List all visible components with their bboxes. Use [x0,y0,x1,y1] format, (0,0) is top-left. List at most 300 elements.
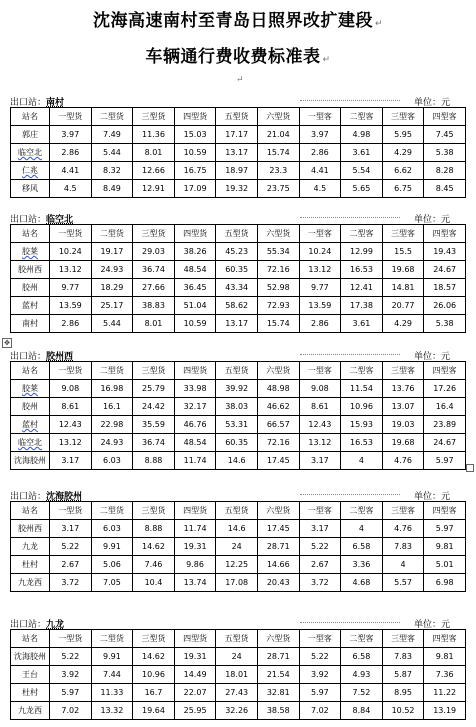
fee-cell: 3.72 [50,574,92,592]
column-header: 四型货 [174,225,216,243]
fee-cell: 14.66 [257,556,299,574]
fee-cell: 53.31 [216,416,258,434]
station-name-cell: 移风 [11,180,50,198]
exit-station-name: 沈海胶州 [46,492,83,502]
fee-cell: 22.07 [174,684,216,702]
station-name-cell: 蓝村 [11,297,50,315]
fee-cell: 11.74 [174,520,216,538]
column-header: 四型客 [424,630,466,648]
station-name-cell [11,434,50,452]
fee-cell: 14.81 [382,279,424,297]
fee-cell: 5.06 [91,556,133,574]
fee-cell: 7.45 [424,126,466,144]
fee-cell: 5.01 [424,556,466,574]
fee-cell: 23.3 [257,162,299,180]
table-row [11,126,466,144]
fee-cell: 15.03 [174,126,216,144]
fee-cell: 60.35 [216,261,258,279]
fee-cell: 4.68 [341,574,383,592]
fee-cell: 7.36 [424,666,466,684]
fee-cell: 19.17 [91,243,133,261]
table-row [11,574,466,592]
fee-cell: 7.05 [91,574,133,592]
fee-cell: 23.75 [257,180,299,198]
table-row [11,434,466,452]
fee-cell: 6.62 [382,162,424,180]
fee-cell: 14.6 [216,520,258,538]
fee-cell: 3.17 [299,520,341,538]
station-name-cell: 南村 [11,315,50,333]
table-row [11,702,466,720]
column-header: 四型客 [424,108,466,126]
station-name-cell: 杜村 [11,684,50,702]
fee-cell: 21.04 [257,126,299,144]
fee-cell: 7.83 [382,648,424,666]
fee-cell: 24.93 [91,434,133,452]
fee-cell: 3.72 [299,574,341,592]
fee-cell: 36.74 [133,261,175,279]
exit-station-name: 南村 [46,98,65,108]
fee-cell: 11.36 [133,126,175,144]
station-name-cell: 沈海胶州 [11,452,50,470]
fee-cell: 16.53 [341,261,383,279]
station-name-cell [11,144,50,162]
fee-cell: 12.66 [133,162,175,180]
fee-cell: 10.59 [174,144,216,162]
station-name-cell: 王台 [11,666,50,684]
table-move-handle-icon[interactable]: ✥ [2,338,12,348]
fee-cell: 5.97 [424,520,466,538]
table-row [11,398,466,416]
column-header: 五型货 [216,362,258,380]
fee-cell: 66.57 [257,416,299,434]
fee-cell: 3.17 [50,520,92,538]
column-header: 三型客 [382,108,424,126]
fee-table [10,361,466,470]
fee-cell: 16.1 [91,398,133,416]
column-header: 三型货 [133,108,175,126]
fee-cell: 17.45 [257,520,299,538]
fee-cell: 4.93 [341,666,383,684]
column-header: 二型货 [91,502,133,520]
fee-cell: 8.01 [133,144,175,162]
column-header: 四型客 [424,502,466,520]
column-header: 站名 [11,362,50,380]
table-row [11,666,466,684]
column-header: 六型货 [257,108,299,126]
fee-cell: 10.24 [50,243,92,261]
column-header: 二型货 [91,225,133,243]
paragraph-mark-icon: ↵ [374,19,384,29]
fee-cell: 21.54 [257,666,299,684]
fee-cell: 26.06 [424,297,466,315]
fee-cell: 7.83 [382,538,424,556]
fee-cell: 4.76 [382,452,424,470]
fee-cell: 52.98 [257,279,299,297]
fee-cell: 38.58 [257,702,299,720]
unit-label: 单位：元 [413,215,450,225]
fee-cell: 25.79 [133,380,175,398]
fee-cell: 18.29 [91,279,133,297]
fee-cell: 9.08 [299,380,341,398]
fee-cell: 4 [341,520,383,538]
fee-cell: 7.02 [299,702,341,720]
fee-cell: 9.81 [424,538,466,556]
fee-cell: 13.07 [382,398,424,416]
fee-cell: 9.91 [91,538,133,556]
exit-station-label: 出口站：胶州西 [10,352,74,362]
fee-cell: 17.26 [424,380,466,398]
fee-cell: 15.5 [382,243,424,261]
fee-cell: 55.34 [257,243,299,261]
fee-cell: 4.41 [299,162,341,180]
fee-cell: 14.6 [216,452,258,470]
fee-cell: 6.03 [91,452,133,470]
fee-cell: 11.54 [341,380,383,398]
fee-cell: 19.32 [216,180,258,198]
fee-cell: 25.17 [91,297,133,315]
fee-cell: 8.88 [133,520,175,538]
table-header-row [11,362,466,380]
fee-cell: 38.26 [174,243,216,261]
section-header [10,212,466,224]
fee-cell: 58.62 [216,297,258,315]
table-row [11,556,466,574]
station-name-text: 临空北 [18,148,42,157]
fee-cell: 38.03 [216,398,258,416]
fee-cell: 32.17 [174,398,216,416]
fee-section [10,212,466,333]
fee-cell: 4 [382,556,424,574]
column-header: 站名 [11,225,50,243]
column-header: 二型客 [341,225,383,243]
section-header [10,349,466,361]
fee-cell: 16.7 [133,684,175,702]
fee-cell: 29.03 [133,243,175,261]
fee-cell: 5.22 [299,538,341,556]
fee-cell: 13.12 [50,261,92,279]
fee-cell: 72.16 [257,434,299,452]
column-header: 五型货 [216,225,258,243]
station-name-cell: 胶州 [11,279,50,297]
fee-cell: 20.43 [257,574,299,592]
fee-cell: 48.54 [174,261,216,279]
table-header-row [11,108,466,126]
fee-cell: 27.66 [133,279,175,297]
fee-cell: 16.75 [174,162,216,180]
table-row [11,279,466,297]
dotted-leader [300,217,400,218]
table-row [11,297,466,315]
table-header-row [11,502,466,520]
fee-cell: 9.91 [91,648,133,666]
fee-cell: 5.65 [341,180,383,198]
fee-cell: 3.97 [299,126,341,144]
fee-cell: 51.04 [174,297,216,315]
table-row [11,180,466,198]
fee-cell: 4.5 [50,180,92,198]
fee-cell: 13.12 [299,434,341,452]
paragraph-mark-icon: ↵ [236,75,244,85]
section-header [10,95,466,107]
column-header: 站名 [11,630,50,648]
fee-cell: 27.43 [216,684,258,702]
fee-cell: 48.54 [174,434,216,452]
fee-cell: 45.23 [216,243,258,261]
fee-section [10,349,466,470]
fee-cell: 5.44 [91,315,133,333]
column-header: 四型货 [174,108,216,126]
fee-cell: 48.98 [257,380,299,398]
table-row [11,538,466,556]
column-header: 二型客 [341,108,383,126]
fee-cell: 5.54 [341,162,383,180]
unit-label: 单位：元 [413,352,450,362]
table-row [11,243,466,261]
column-header: 四型货 [174,630,216,648]
fee-table [10,107,466,198]
fee-cell: 3.92 [50,666,92,684]
fee-cell: 24.67 [424,434,466,452]
fee-cell: 60.35 [216,434,258,452]
table-row [11,315,466,333]
fee-table [10,224,466,333]
section-header [10,489,466,501]
station-name-cell [11,380,50,398]
station-name-text: 临空北 [18,438,42,447]
fee-cell: 24.67 [424,261,466,279]
fee-cell: 4.76 [382,520,424,538]
column-header: 一型客 [299,502,341,520]
fee-cell: 14.49 [174,666,216,684]
fee-cell: 19.31 [174,538,216,556]
exit-station-label: 出口站：沈海胶州 [10,492,83,502]
column-header: 四型客 [424,225,466,243]
fee-cell: 5.95 [382,126,424,144]
fee-cell: 9.86 [174,556,216,574]
fee-cell: 7.02 [50,702,92,720]
column-header: 四型客 [424,362,466,380]
fee-cell: 6.03 [91,520,133,538]
dotted-leader [300,100,400,101]
station-name-cell [11,416,50,434]
fee-cell: 4.41 [50,162,92,180]
table-resize-handle-icon[interactable] [466,464,474,472]
fee-cell: 8.28 [424,162,466,180]
dotted-leader [300,354,400,355]
fee-cell: 14.62 [133,648,175,666]
fee-cell: 17.38 [341,297,383,315]
station-name-cell: 杜村 [11,556,50,574]
fee-cell: 24 [216,538,258,556]
column-header: 六型货 [257,362,299,380]
dotted-leader [300,494,400,495]
fee-cell: 3.36 [341,556,383,574]
column-header: 一型货 [50,108,92,126]
fee-cell: 28.71 [257,538,299,556]
fee-table [10,501,466,592]
fee-cell: 17.45 [257,452,299,470]
fee-cell: 5.22 [50,538,92,556]
exit-station-name: 九龙 [46,620,65,630]
fee-cell: 2.67 [50,556,92,574]
column-header: 三型货 [133,362,175,380]
fee-cell: 7.44 [91,666,133,684]
fee-cell: 36.74 [133,434,175,452]
fee-cell: 13.12 [50,434,92,452]
fee-cell: 14.62 [133,538,175,556]
fee-cell: 10.96 [133,666,175,684]
station-name-cell [11,243,50,261]
column-header: 四型货 [174,502,216,520]
exit-station-label: 出口站：九龙 [10,620,65,630]
fee-cell: 11.33 [91,684,133,702]
column-header: 站名 [11,108,50,126]
fee-cell: 6.58 [341,648,383,666]
fee-cell: 4.29 [382,144,424,162]
fee-cell: 5.57 [382,574,424,592]
fee-cell: 10.59 [174,315,216,333]
column-header: 三型客 [382,502,424,520]
paragraph-mark-icon: ↵ [322,55,331,65]
fee-cell: 32.26 [216,702,258,720]
fee-cell: 19.31 [174,648,216,666]
document-title-line1: 沈海高速南村至青岛日照界改扩建段 ↵ [92,11,384,31]
fee-cell: 9.77 [50,279,92,297]
table-row [11,684,466,702]
fee-cell: 4.98 [341,126,383,144]
fee-cell: 5.38 [424,315,466,333]
exit-station-name: 胶州西 [46,352,74,362]
unit-label: 单位：元 [413,98,450,108]
fee-cell: 7.46 [133,556,175,574]
fee-cell: 72.93 [257,297,299,315]
fee-cell: 5.87 [382,666,424,684]
table-row [11,648,466,666]
column-header: 六型货 [257,502,299,520]
fee-cell: 39.92 [216,380,258,398]
section-header [10,617,466,629]
fee-cell: 35.59 [133,416,175,434]
fee-cell: 9.77 [299,279,341,297]
fee-cell: 24.42 [133,398,175,416]
fee-cell: 13.17 [216,144,258,162]
fee-cell: 18.97 [216,162,258,180]
fee-cell: 2.67 [299,556,341,574]
fee-cell: 13.32 [91,702,133,720]
fee-cell: 13.76 [382,380,424,398]
fee-cell: 8.95 [382,684,424,702]
fee-cell: 22.98 [91,416,133,434]
fee-cell: 13.59 [50,297,92,315]
fee-cell: 3.17 [50,452,92,470]
column-header: 三型客 [382,362,424,380]
fee-cell: 3.92 [299,666,341,684]
station-name-cell [11,162,50,180]
exit-station-label: 出口站：南村 [10,98,65,108]
fee-cell: 11.74 [174,452,216,470]
fee-cell: 5.97 [50,684,92,702]
fee-cell: 6.58 [341,538,383,556]
column-header: 一型货 [50,362,92,380]
table-row [11,416,466,434]
fee-cell: 13.12 [299,261,341,279]
fee-cell: 6.98 [424,574,466,592]
document-title-line2: 车辆通行费收费标准表 ↵ [145,47,331,67]
column-header: 六型货 [257,225,299,243]
fee-cell: 3.97 [50,126,92,144]
table-header-row [11,630,466,648]
fee-cell: 19.68 [382,434,424,452]
fee-cell: 11.22 [424,684,466,702]
fee-cell: 8.61 [50,398,92,416]
table-row [11,144,466,162]
fee-cell: 72.16 [257,261,299,279]
station-name-text: 仁兆 [22,166,38,175]
unit-label: 单位：元 [413,492,450,502]
fee-cell: 9.81 [424,648,466,666]
station-name-cell: 郭庄 [11,126,50,144]
fee-cell: 9.08 [50,380,92,398]
fee-cell: 24.93 [91,261,133,279]
column-header: 一型货 [50,502,92,520]
column-header: 五型货 [216,630,258,648]
fee-cell: 3.61 [341,315,383,333]
fee-cell: 5.38 [424,144,466,162]
fee-cell: 12.43 [299,416,341,434]
column-header: 一型客 [299,630,341,648]
fee-cell: 8.88 [133,452,175,470]
table-row [11,452,466,470]
fee-section [10,617,466,720]
fee-cell: 10.52 [382,702,424,720]
column-header: 站名 [11,502,50,520]
fee-cell: 23.89 [424,416,466,434]
fee-cell: 19.03 [382,416,424,434]
column-header: 五型货 [216,108,258,126]
fee-cell: 12.99 [341,243,383,261]
fee-cell: 4 [341,452,383,470]
fee-cell: 16.53 [341,434,383,452]
column-header: 二型客 [341,362,383,380]
fee-cell: 4.29 [382,315,424,333]
fee-cell: 17.17 [216,126,258,144]
column-header: 三型货 [133,630,175,648]
fee-cell: 15.74 [257,315,299,333]
column-header: 一型客 [299,225,341,243]
column-header: 二型货 [91,630,133,648]
station-name-cell: 九龙西 [11,702,50,720]
fee-cell: 43.34 [216,279,258,297]
fee-cell: 6.75 [382,180,424,198]
fee-cell: 19.64 [133,702,175,720]
fee-cell: 19.43 [424,243,466,261]
column-header: 一型客 [299,108,341,126]
fee-cell: 18.57 [424,279,466,297]
column-header: 四型货 [174,362,216,380]
fee-cell: 46.76 [174,416,216,434]
column-header: 三型货 [133,225,175,243]
fee-cell: 12.91 [133,180,175,198]
column-header: 二型客 [341,630,383,648]
fee-cell: 19.68 [382,261,424,279]
fee-cell: 4.5 [299,180,341,198]
fee-cell: 15.93 [341,416,383,434]
table-row [11,261,466,279]
fee-section [10,489,466,592]
fee-cell: 33.98 [174,380,216,398]
station-name-cell: 沈海胶州 [11,648,50,666]
